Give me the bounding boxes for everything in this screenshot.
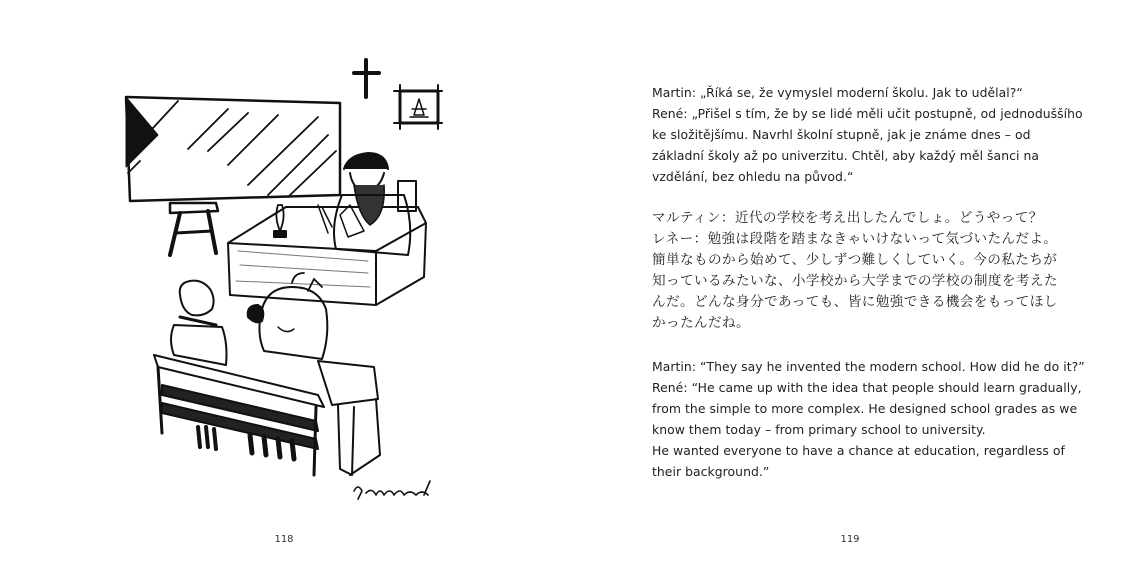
english-line: their background.”	[652, 464, 770, 479]
english-line: He wanted everyone to have a chance at education, regardless of	[652, 443, 1065, 458]
english-dialogue	[652, 356, 1085, 482]
english-line: from the simple to more complex. He designed school grades as we	[652, 401, 1078, 416]
english-line: René: “He came up with the idea that people should learn gradually,	[652, 380, 1082, 395]
japanese-line: マルティン：近代の学校を考え出したんでしょ。どうやって？	[652, 210, 1043, 226]
teacher-desk	[228, 207, 426, 305]
czech-line: Martin: „Říká se, že vymyslel moderní školu. Jak to udělal?“	[652, 85, 1023, 100]
right-page	[566, 0, 1133, 566]
framed-picture	[394, 85, 442, 129]
czech-dialogue	[652, 82, 1083, 187]
left-page	[0, 0, 566, 566]
teacher-figure	[318, 153, 416, 255]
czech-line: vzdělání, bez ohledu na původ.“	[652, 169, 854, 184]
japanese-line: 知っているみたいな、小学校から大学までの学校の制度を考えた	[652, 273, 1058, 289]
japanese-line: 簡単なものから始めて、少しずつ難しくしていく。今の私たちが	[652, 252, 1058, 268]
japanese-line: レネー：勉強は段階を踏まなきゃいけないって気づいたんだよ。	[652, 231, 1058, 247]
page-number: 119	[840, 534, 860, 545]
english-line: know them today – from primary school to university.	[652, 422, 986, 437]
cross-icon	[354, 60, 379, 97]
czech-line: základní školy až po univerzitu. Chtěl, aby každý měl šanci na	[652, 148, 1039, 163]
easel	[170, 203, 218, 255]
english-line: Martin: “They say he invented the modern school. How did he do it?”	[652, 359, 1085, 374]
blackboard	[126, 97, 340, 201]
artist-signature	[354, 481, 430, 499]
japanese-dialogue	[652, 208, 1072, 334]
japanese-line: んだ。どんな身分であっても、皆に勉強できる機会をもってほし	[652, 294, 1058, 310]
czech-line: René: „Přišel s tím, že by se lidé měli učit postupně, od jednoduššího	[652, 106, 1083, 121]
czech-line: ke složitějšímu. Navrhl školní stupně, jak je známe dnes – od	[652, 127, 1031, 142]
classroom-illustration	[118, 55, 453, 510]
page-number: 118	[274, 534, 294, 545]
japanese-line: かったんだね。	[652, 315, 750, 331]
